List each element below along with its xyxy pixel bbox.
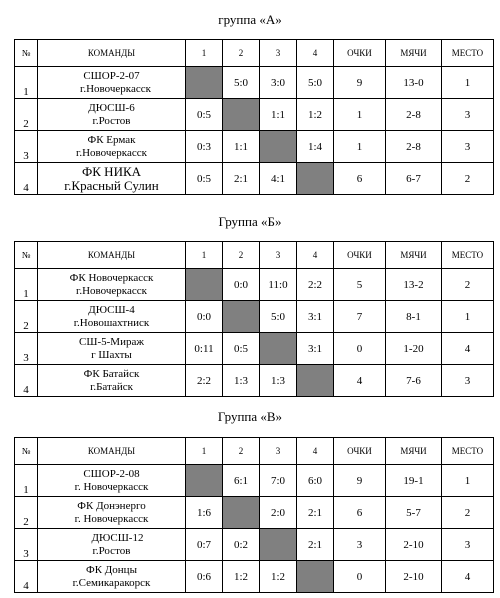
header-col-4: 4 (297, 40, 334, 67)
team-name: СШ-5-Мираж (79, 335, 144, 348)
row-num: 3 (15, 333, 38, 365)
row-num: 3 (15, 131, 38, 163)
team-city: г.Ростов (92, 114, 131, 127)
diagonal-cell (260, 333, 297, 365)
balls-cell: 6-7 (386, 163, 442, 195)
row-num: 1 (15, 67, 38, 99)
score-cell: 0:6 (186, 561, 223, 593)
points-cell: 5 (334, 269, 386, 301)
header-num: № (15, 40, 38, 67)
header-col-2: 2 (223, 242, 260, 269)
table-row (15, 269, 494, 301)
row-num: 2 (15, 301, 38, 333)
team-name: ДЮСШ-12 (91, 531, 144, 544)
team-cell (38, 301, 186, 333)
header-balls: МЯЧИ (386, 40, 442, 67)
group-title-a: группа «А» (218, 12, 282, 27)
header-num: № (15, 242, 38, 269)
header-row (15, 242, 494, 269)
team-cell (38, 333, 186, 365)
place-cell: 1 (442, 67, 494, 99)
balls-cell: 5-7 (386, 497, 442, 529)
score-cell: 11:0 (260, 269, 297, 301)
score-cell: 0:5 (223, 333, 260, 365)
diagonal-cell (223, 99, 260, 131)
team-name: ФК Новочеркасск (69, 271, 154, 284)
score-cell: 1:4 (297, 131, 334, 163)
team-cell (38, 99, 186, 131)
diagonal-cell (297, 561, 334, 593)
place-cell: 3 (442, 99, 494, 131)
table-row (15, 163, 494, 195)
table-row (15, 301, 494, 333)
header-balls: МЯЧИ (386, 242, 442, 269)
diagonal-cell (260, 529, 297, 561)
score-cell: 4:1 (260, 163, 297, 195)
header-col-1: 1 (186, 438, 223, 465)
place-cell: 1 (442, 465, 494, 497)
points-cell: 6 (334, 497, 386, 529)
table-row (15, 561, 494, 593)
points-cell: 1 (334, 99, 386, 131)
place-cell: 2 (442, 269, 494, 301)
diagonal-cell (297, 163, 334, 195)
header-balls: МЯЧИ (386, 438, 442, 465)
balls-cell: 2-8 (386, 99, 442, 131)
team-name: ДЮСШ-4 (88, 303, 135, 316)
table-row (15, 529, 494, 561)
points-cell: 9 (334, 67, 386, 99)
row-num: 2 (15, 99, 38, 131)
team-name: ФК Ермак (87, 133, 136, 146)
header-col-4: 4 (297, 242, 334, 269)
table-row (15, 333, 494, 365)
place-cell: 3 (442, 529, 494, 561)
diagonal-cell (260, 131, 297, 163)
team-city: г.Красный Сулин (64, 177, 159, 193)
balls-cell: 8-1 (386, 301, 442, 333)
team-city: г.Новошахтниск (73, 316, 150, 329)
score-cell: 1:2 (223, 561, 260, 593)
points-cell: 6 (334, 163, 386, 195)
score-cell: 0:5 (186, 163, 223, 195)
score-cell: 0:5 (186, 99, 223, 131)
header-points: ОЧКИ (334, 438, 386, 465)
header-row (15, 40, 494, 67)
score-cell: 3:0 (260, 67, 297, 99)
place-cell: 1 (442, 301, 494, 333)
score-cell: 0:11 (186, 333, 223, 365)
score-cell: 2:2 (186, 365, 223, 397)
team-city: г. Новочеркасск (74, 480, 149, 493)
team-cell (38, 465, 186, 497)
place-cell: 2 (442, 497, 494, 529)
team-cell (38, 269, 186, 301)
header-col-3: 3 (260, 40, 297, 67)
score-cell: 5:0 (297, 67, 334, 99)
diagonal-cell (186, 269, 223, 301)
diagonal-cell (186, 465, 223, 497)
balls-cell: 19-1 (386, 465, 442, 497)
balls-cell: 2-10 (386, 529, 442, 561)
team-cell (38, 561, 186, 593)
team-city: г. Новочеркасск (74, 512, 149, 525)
score-cell: 0:0 (223, 269, 260, 301)
place-cell: 3 (442, 131, 494, 163)
row-num: 2 (15, 497, 38, 529)
score-cell: 3:1 (297, 333, 334, 365)
header-col-3: 3 (260, 438, 297, 465)
header-num: № (15, 438, 38, 465)
header-points: ОЧКИ (334, 242, 386, 269)
header-place: МЕСТО (442, 242, 494, 269)
score-cell: 1:6 (186, 497, 223, 529)
diagonal-cell (186, 67, 223, 99)
header-col-3: 3 (260, 242, 297, 269)
team-city: г.Новочеркасск (76, 146, 147, 159)
balls-cell: 7-6 (386, 365, 442, 397)
team-cell (38, 163, 186, 195)
team-city: г.Семикаракорск (72, 576, 151, 589)
header-teams: КОМАНДЫ (38, 242, 186, 269)
header-col-2: 2 (223, 438, 260, 465)
table-row (15, 465, 494, 497)
score-cell: 1:1 (260, 99, 297, 131)
group-table-b (14, 241, 494, 397)
team-city: г.Новочеркасск (76, 284, 147, 297)
table-row (15, 67, 494, 99)
team-city: г.Ростов (92, 544, 131, 557)
place-cell: 2 (442, 163, 494, 195)
score-cell: 6:1 (223, 465, 260, 497)
team-name: СШОР-2-08 (83, 467, 140, 480)
score-cell: 1:3 (223, 365, 260, 397)
header-col-2: 2 (223, 40, 260, 67)
score-cell: 7:0 (260, 465, 297, 497)
group-title-v: Группа «В» (217, 409, 283, 424)
diagonal-cell (223, 301, 260, 333)
header-col-4: 4 (297, 438, 334, 465)
table-row (15, 99, 494, 131)
points-cell: 1 (334, 131, 386, 163)
group-title-b: Группа «Б» (218, 214, 282, 229)
score-cell: 1:2 (297, 99, 334, 131)
diagonal-cell (223, 497, 260, 529)
team-name: ФК НИКА (81, 163, 142, 179)
score-cell: 5:0 (223, 67, 260, 99)
balls-cell: 2-8 (386, 131, 442, 163)
place-cell: 3 (442, 365, 494, 397)
header-teams: КОМАНДЫ (38, 438, 186, 465)
score-cell: 2:1 (223, 163, 260, 195)
balls-cell: 13-0 (386, 67, 442, 99)
row-num: 1 (15, 269, 38, 301)
place-cell: 4 (442, 561, 494, 593)
header-place: МЕСТО (442, 438, 494, 465)
header-col-1: 1 (186, 40, 223, 67)
place-cell: 4 (442, 333, 494, 365)
score-cell: 0:7 (186, 529, 223, 561)
header-points: ОЧКИ (334, 40, 386, 67)
score-cell: 0:3 (186, 131, 223, 163)
header-teams: КОМАНДЫ (38, 40, 186, 67)
diagonal-cell (297, 365, 334, 397)
score-cell: 0:2 (223, 529, 260, 561)
table-row (15, 365, 494, 397)
group-table-v (14, 437, 494, 593)
score-cell: 2:0 (260, 497, 297, 529)
team-name: ДЮСШ-6 (88, 101, 135, 114)
row-num: 4 (15, 365, 38, 397)
header-place: МЕСТО (442, 40, 494, 67)
score-cell: 1:1 (223, 131, 260, 163)
points-cell: 3 (334, 529, 386, 561)
row-num: 4 (15, 561, 38, 593)
team-cell (38, 497, 186, 529)
score-cell: 1:3 (260, 365, 297, 397)
score-cell: 3:1 (297, 301, 334, 333)
team-cell (38, 67, 186, 99)
table-row (15, 497, 494, 529)
header-row (15, 438, 494, 465)
header-col-1: 1 (186, 242, 223, 269)
balls-cell: 13-2 (386, 269, 442, 301)
team-city: г.Новочеркасск (80, 82, 151, 95)
team-cell (38, 365, 186, 397)
score-cell: 2:1 (297, 529, 334, 561)
team-name: СШОР-2-07 (83, 69, 140, 82)
team-city: г Шахты (91, 348, 132, 361)
row-num: 1 (15, 465, 38, 497)
points-cell: 0 (334, 333, 386, 365)
row-num: 4 (15, 163, 38, 195)
team-name: ФК Донэнерго (77, 499, 146, 512)
score-cell: 6:0 (297, 465, 334, 497)
balls-cell: 2-10 (386, 561, 442, 593)
score-cell: 0:0 (186, 301, 223, 333)
team-name: ФК Батайск (83, 367, 140, 380)
score-cell: 2:2 (297, 269, 334, 301)
score-cell: 5:0 (260, 301, 297, 333)
table-row (15, 131, 494, 163)
group-table-a (14, 39, 494, 195)
points-cell: 4 (334, 365, 386, 397)
points-cell: 7 (334, 301, 386, 333)
team-cell (38, 529, 186, 561)
score-cell: 1:2 (260, 561, 297, 593)
points-cell: 0 (334, 561, 386, 593)
team-city: г.Батайск (90, 380, 133, 393)
row-num: 3 (15, 529, 38, 561)
team-name: ФК Донцы (86, 563, 137, 576)
team-cell (38, 131, 186, 163)
score-cell: 2:1 (297, 497, 334, 529)
balls-cell: 1-20 (386, 333, 442, 365)
points-cell: 9 (334, 465, 386, 497)
